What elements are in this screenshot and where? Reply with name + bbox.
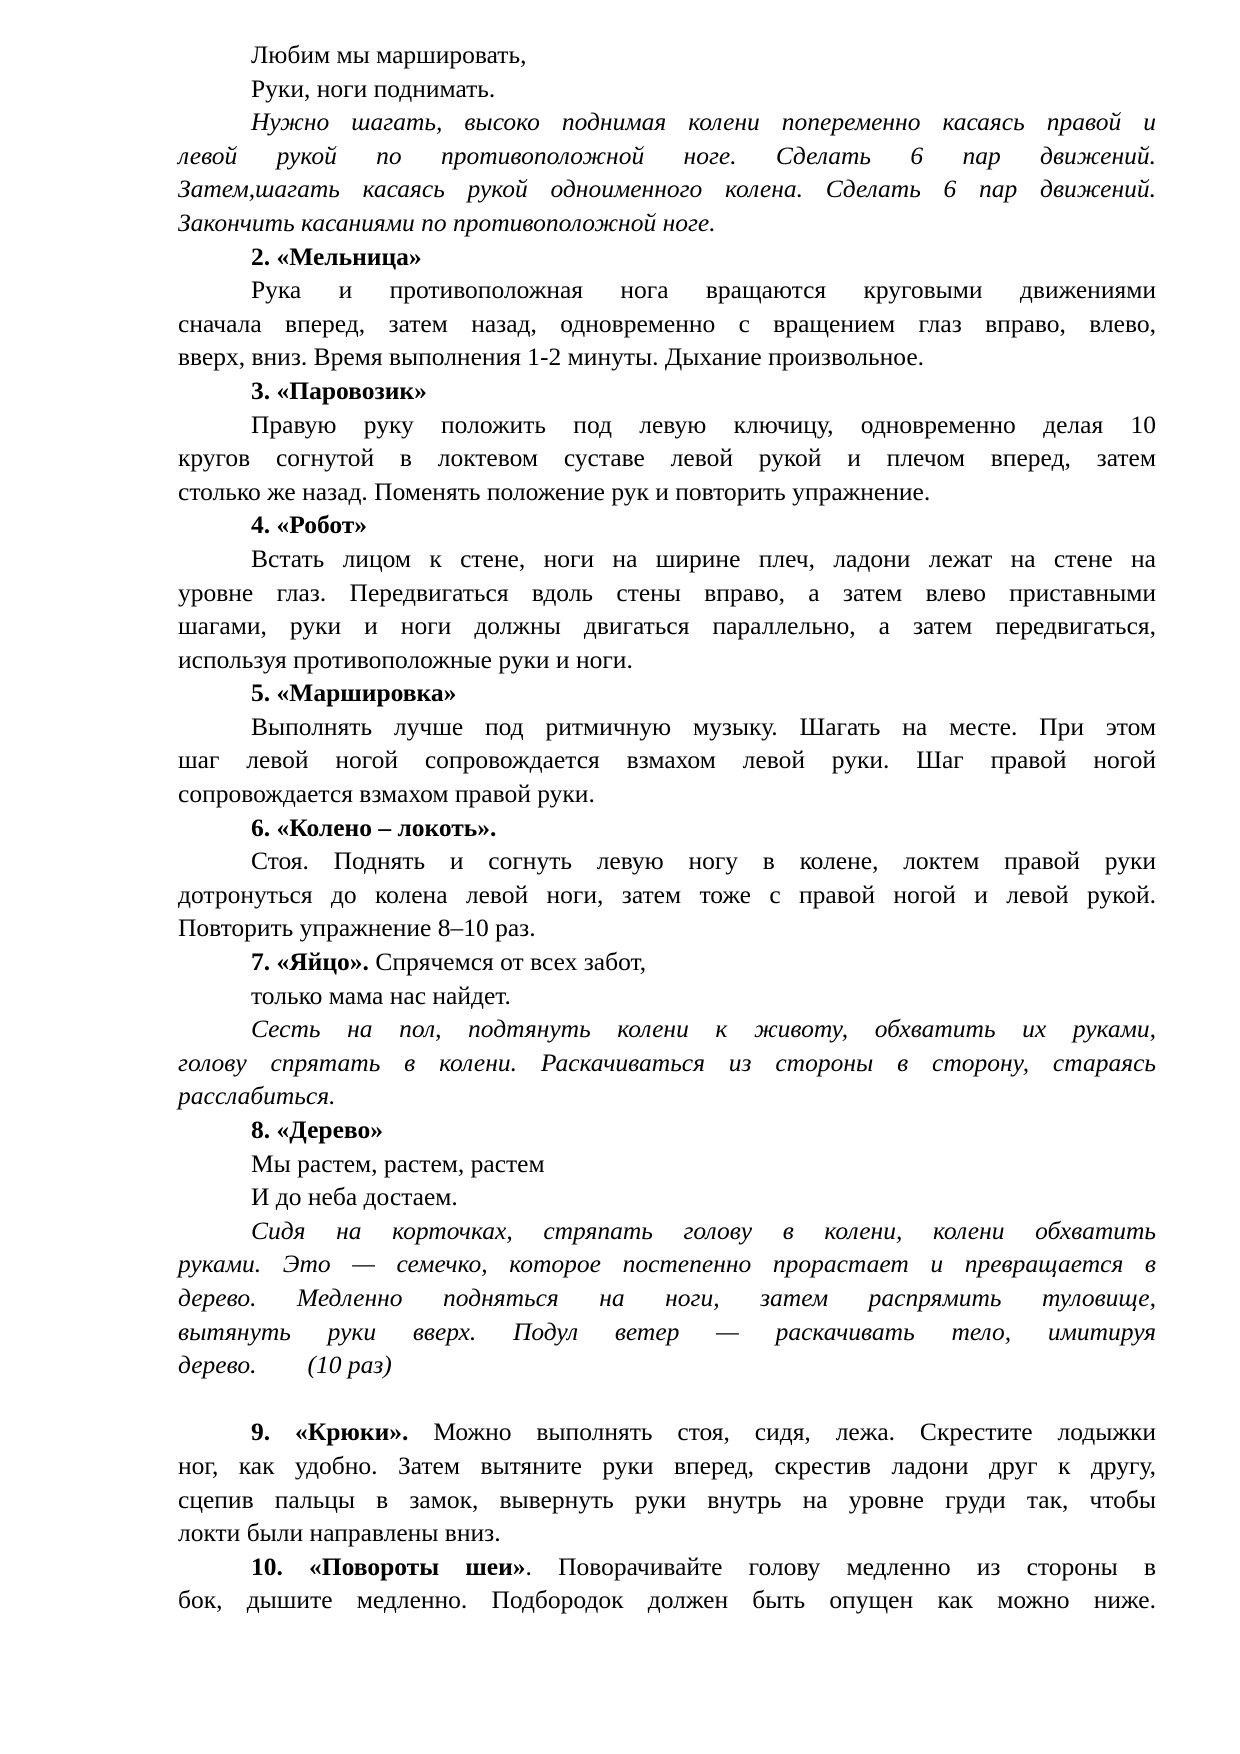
text-line: шагами, руки и ноги должны двигаться параллельно, а затем передвигаться, [178, 611, 1156, 641]
exercise-title: 3. «Паровозик» [251, 375, 427, 405]
instruction-line: дерево. (10 раз) [178, 1350, 392, 1380]
instruction-line: Сидя на корточках, стряпать голову в колени, колени обхватить [251, 1215, 1156, 1245]
instruction-line: Нужно шагать, высоко поднимая колени попеременно касаясь правой и [251, 107, 1156, 137]
text-line: Встать лицом к стене, ноги на ширине плеч, ладони лежат на стене на [251, 543, 1156, 573]
text-line: Выполнять лучше под ритмичную музыку. Шагать на месте. При этом [251, 711, 1156, 741]
exercise-heading-line [178, 1415, 1156, 1449]
document-page [178, 38, 1156, 1617]
exercise-title: 2. «Мельница» [251, 241, 422, 271]
poem-line: только мама нас найдет. [251, 980, 511, 1010]
instruction-line: Сесть на пол, подтянуть колени к животу, обхватить их руками, [251, 1014, 1156, 1044]
text-line: используя противоположные руки и ноги. [178, 644, 633, 674]
instruction-line: расслабиться. [178, 1081, 336, 1111]
exercise-title: 8. «Дерево» [251, 1115, 384, 1144]
text-line: Рука и противоположная нога вращаются круговыми движениями [251, 275, 1156, 305]
text-line: шаг левой ногой сопровождается взмахом левой руки. Шаг правой ногой [178, 745, 1156, 775]
exercise-heading-line [178, 1550, 1156, 1584]
text-line: локти были направлены вниз. [178, 1518, 501, 1548]
exercise-title: 7. «Яйцо». [251, 947, 369, 977]
text-line: дотронуться до колена левой ноги, затем тоже с правой ногой и левой рукой. [178, 879, 1156, 909]
exercise-heading-line [178, 945, 1156, 979]
instruction-line: дерево. Медленно подняться на ноги, затем распрямить туловище, [178, 1282, 1156, 1312]
instruction-line: голову спрятать в колени. Раскачиваться из стороны в сторону, стараясь [178, 1047, 1156, 1077]
text-line: Правую руку положить под левую ключицу, одновременно делая 10 [251, 409, 1156, 439]
text-line: вверх, вниз. Время выполнения 1-2 минуты. Дыхание произвольное. [178, 342, 925, 372]
text-line: кругов согнутой в локтевом суставе левой рукой и плечом вперед, затем [178, 443, 1156, 473]
instruction-line: Закончить касаниями по противоположной ноге. [178, 207, 716, 237]
text-line: уровне глаз. Передвигаться вдоль стены вправо, а затем влево приставными [178, 577, 1156, 607]
exercise-title: 5. «Маршировка» [251, 678, 457, 708]
text-line: столько же назад. Поменять положение рук и повторить упражнение. [178, 476, 931, 506]
instruction-line: вытянуть руки вверх. Подул ветер — раскачивать тело, имитируя [178, 1316, 1156, 1346]
poem-line: И до неба достаем. [251, 1182, 458, 1212]
text-line: сопровождается взмахом правой руки. [178, 779, 595, 809]
instruction-line: Затем,шагать касаясь рукой одноименного колена. Сделать 6 пар движений. [178, 174, 1156, 204]
exercise-title: 4. «Робот» [251, 510, 368, 540]
text-segment: Можно выполнять стоя, сидя, лежа. Скрестите лодыжки [408, 1417, 1156, 1447]
text-line: Стоя. Поднять и согнуть левую ногу в колене, локтем правой руки [251, 846, 1156, 876]
instruction-line: руками. Это — семечко, которое постепенно прорастает и превращается в [178, 1249, 1156, 1279]
instruction-line: левой рукой по противоположной ноге. Сделать 6 пар движений. [178, 140, 1156, 170]
text-line: ног, как удобно. Затем вытяните руки вперед, скрестив ладони друг к другу, [178, 1450, 1156, 1480]
text-line: бок, дышите медленно. Подбородок должен быть опущен как можно ниже. [178, 1585, 1156, 1615]
text-line: сначала вперед, затем назад, одновременно с вращением глаз вправо, влево, [178, 308, 1156, 338]
poem-line: Любим мы маршировать, [251, 40, 527, 69]
text-line: сцепив пальцы в замок, вывернуть руки внутрь на уровне груди так, чтобы [178, 1484, 1156, 1514]
poem-text: Спрячемся от всех забот, [368, 947, 647, 977]
blank-line [178, 1382, 1156, 1416]
text-line: Повторить упражнение 8–10 раз. [178, 913, 536, 943]
poem-line: Мы растем, растем, растем [251, 1148, 545, 1178]
poem-line: Руки, ноги поднимать. [251, 73, 496, 103]
exercise-title: 10. «Повороты шеи» [251, 1551, 526, 1581]
exercise-title: 9. «Крюки». [251, 1417, 409, 1447]
exercise-title: 6. «Колено – локоть». [251, 812, 497, 842]
text-segment: . Поворачивайте голову медленно из стороны в [525, 1551, 1156, 1581]
